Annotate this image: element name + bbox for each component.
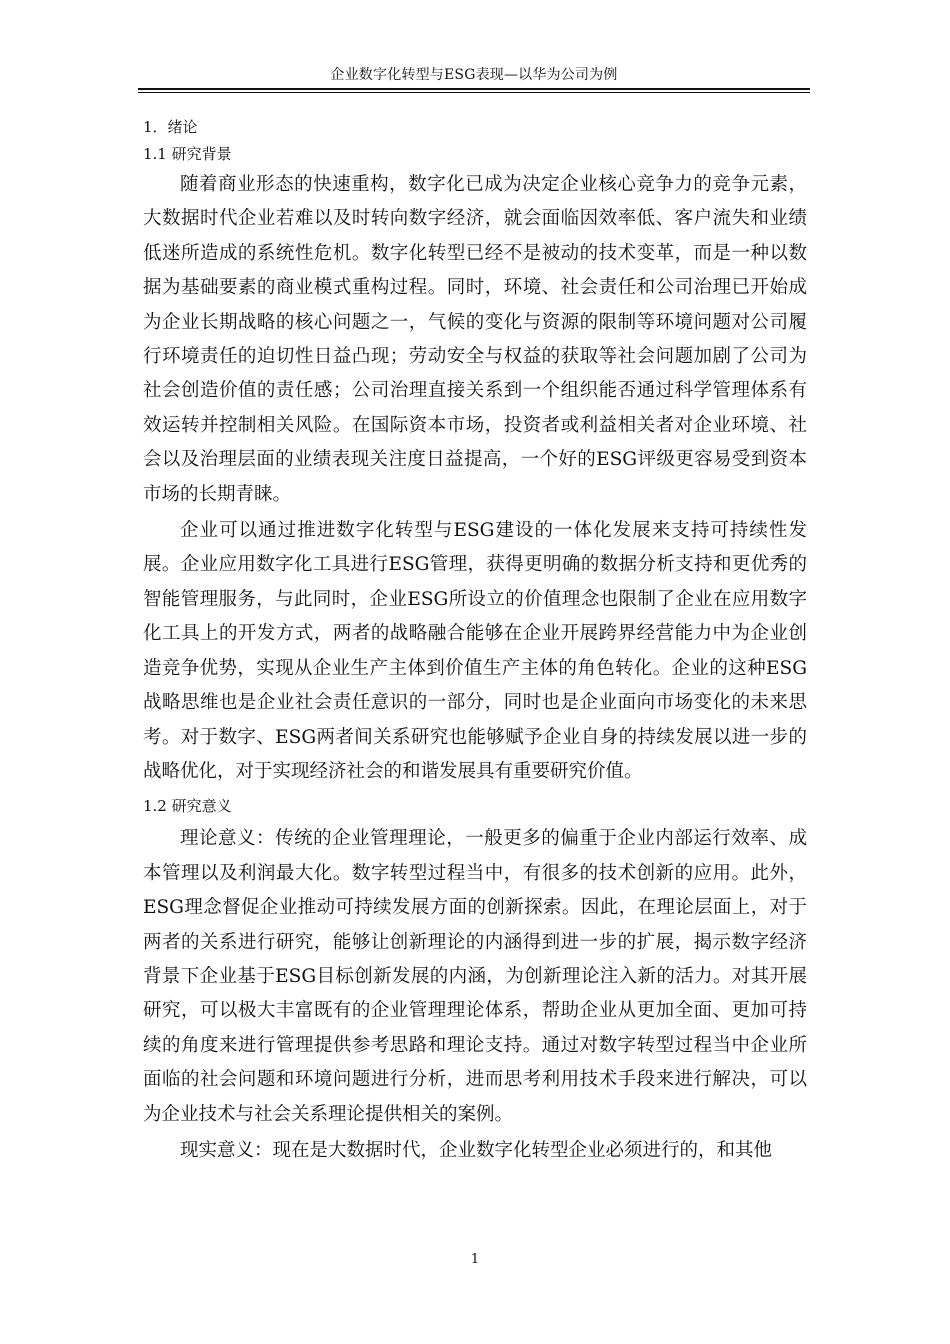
header-rule-thick <box>138 88 810 90</box>
paragraph-background-1: 随着商业形态的快速重构，数字化已成为决定企业核心竞争力的竞争元素，大数据时代企业若难以及时转向数字经济，就会面临因效率低、客户流失和业绩低迷所造成的系统性危机。数字化转型已经不是被动的技术变革，而是一种以数据为基础要素的商业模式重构过程。同时，环境、社会责任和公司治理已开始成为企业长期战略的核心问题之一，气候的变化与资源的限制等环境问题对公司履行环境责任的迫切性日益凸现；劳动安全与权益的获取等社会问题加剧了公司为社会创造价值的责任感；公司治理直接关系到一个组织能否通过科学管理体系有效运转并控制相关风险。在国际资本市场，投资者或利益相关者对企业环境、社会以及治理层面的业绩表现关注度日益提高，一个好的ESG评级更容易受到资本市场的长期青睐。 <box>143 174 807 505</box>
body-content <box>143 116 807 1168</box>
paragraph-theoretical-significance: 理论意义：传统的企业管理理论，一般更多的偏重于企业内部运行效率、成本管理以及利润最大化。数字转型过程当中，有很多的技术创新的应用。此外，ESG理念督促企业推动可持续发展方面的创新探索。因此，在理论层面上，对于两者的关系进行研究，能够让创新理论的内涵得到进一步的扩展，揭示数字经济背景下企业基于ESG目标创新发展的内涵，为创新理论注入新的活力。对其开展研究，可以极大丰富既有的企业管理理论体系，帮助企业从更加全面、更加可持续的角度来进行管理提供参考思路和理论支持。通过对数字转型过程当中企业所面临的社会问题和环境问题进行分析，进而思考利用技术手段来进行解决，可以为企业技术与社会关系理论提供相关的案例。 <box>143 828 807 1125</box>
section-heading-background: 1.1 研究背景 <box>143 145 232 163</box>
chapter-heading: 1．绪论 <box>143 118 198 136</box>
header-rule-thin <box>138 92 810 93</box>
page-number: 1 <box>470 1252 480 1267</box>
running-header: 企业数字化转型与ESG表现—以华为公司为例 <box>330 67 618 83</box>
section-heading-significance: 1.2 研究意义 <box>143 797 232 816</box>
paragraph-practical-significance: 现实意义：现在是大数据时代，企业数字化转型企业必须进行的，和其他 <box>180 1139 773 1161</box>
paragraph-background-2: 企业可以通过推进数字化转型与ESG建设的一体化发展来支持可持续性发展。企业应用数字化工具进行ESG管理，获得更明确的数据分析支持和更优秀的智能管理服务，与此同时，企业ESG所设立的价值理念也限制了企业在应用数字化工具上的开发方式，两者的战略融合能够在企业开展跨界经营能力中为企业创造竞争优势，实现从企业生产主体到价值生产主体的角色转化。企业的这种ESG战略思维也是企业社会责任意识的一部分，同时也是企业面向市场变化的未来思考。对于数字、ESG两者间关系研究也能够赋予企业自身的持续发展以进一步的战略优化，对于实现经济社会的和谐发展具有重要研究价值。 <box>143 520 807 782</box>
